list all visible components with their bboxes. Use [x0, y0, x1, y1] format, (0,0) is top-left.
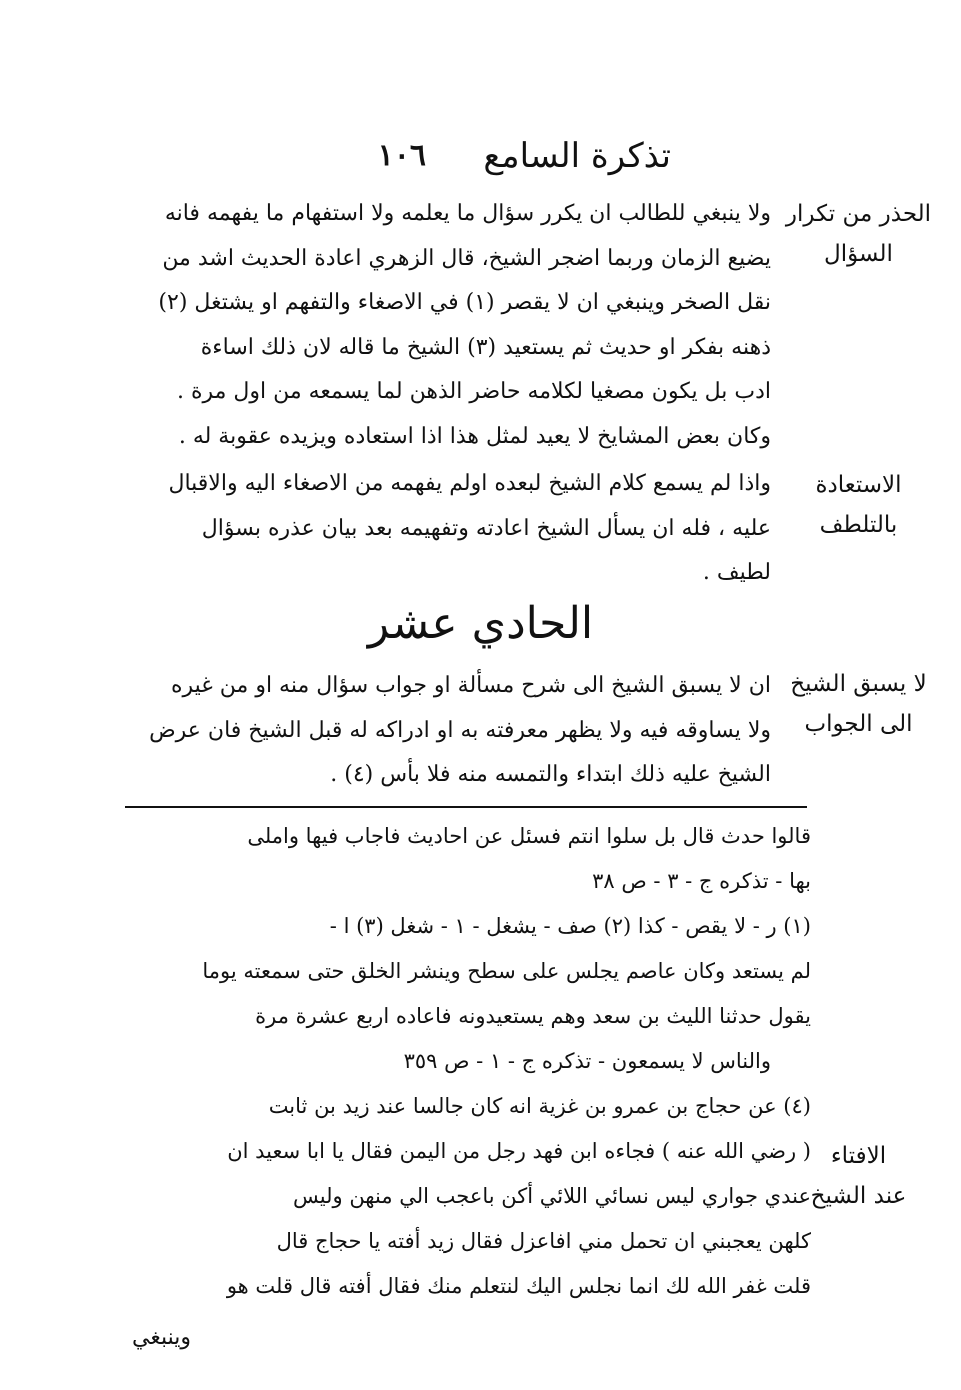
text-line: واذا لم يسمع كلام الشيخ لبعده اولم يفهمه من الاصغاء اليه والاقبال	[168, 471, 771, 496]
text-line: نقل الصخر وينبغي ان لا يقصر (١) في الاصغاء والتفهم او يشتغل (٢)	[158, 290, 771, 315]
footnote-line: (١) ر - لا يقص - كذا (٢) صف - يشغل - ١ - شغل (٣) ا -	[329, 914, 811, 938]
footnote-line: ( رضي الله عنه ) فجاءه ابن فهد رجل من اليمن فقال يا ابا سعيد ان	[227, 1139, 811, 1163]
footnote-line: كلهن يعجبني ان تحمل مني افاعزل فقال زيد أفته يا حجاج قال	[276, 1229, 811, 1253]
footnote-line: قلت غفر الله لك انما نجلس اليك لنتعلم منك فقال أفته قال قلت هو	[226, 1274, 811, 1298]
margin-note-line: الاستعادة	[815, 472, 902, 498]
running-title: تذكرة السامع	[483, 136, 671, 176]
text-line: وكان بعض المشايخ لا يعيد لمثل هذا اذا استعاده ويزيده عقوبة له .	[178, 423, 771, 449]
footnote-line: عندي جواري ليس نسائي اللائي أكن باعجب الي منهن وليس	[293, 1184, 811, 1208]
margin-note-no-preempt	[776, 664, 941, 744]
margin-note-line: السؤال	[824, 241, 893, 267]
margin-note-line: بالتلطف	[819, 512, 898, 538]
paragraph-repeat-request	[111, 462, 771, 596]
paragraph-no-preempt	[111, 664, 771, 798]
catchword: وينبغي	[132, 1325, 191, 1350]
footnotes	[121, 814, 811, 1309]
text-line: عليه ، فله ان يسأل الشيخ اعادته وتفهيمه بعد بيان عذره بسؤال	[201, 515, 771, 541]
footnote-separator	[125, 806, 807, 808]
text-line: ادب بل يكون مصغيا لكلامه حاضر الذهن لما يسمعه من اول مرة .	[176, 379, 771, 404]
text-line: ان لا يسبق الشيخ الى شرح مسألة او جواب سؤال منه او من غيره	[171, 673, 771, 698]
footnote-line: بها - تذكره ج - ٣ - ص ٣٨	[592, 869, 811, 893]
page-header	[0, 132, 961, 180]
section-heading: الحادي عشر	[367, 598, 594, 649]
margin-note-line: الافتاء	[830, 1143, 887, 1169]
text-line: يضيع الزمان وربما اضجر الشيخ، قال الزهري اعادة الحديث اشد من	[162, 245, 771, 271]
margin-note-line: الى الجواب	[804, 711, 913, 737]
text-line: ولا يساوقه فيه ولا يظهر معرفته به او ادراكه له قبل الشيخ فان عرض	[149, 717, 771, 743]
footnote-line: (٤) عن حجاج بن عمرو بن غزية انه كان جالسا عند زيد بن ثابت	[268, 1094, 811, 1118]
footnote-line: والناس لا يسمعون - تذكره ج - ١ - ص ٣٥٩	[403, 1049, 771, 1073]
text-line: لطيف .	[702, 560, 771, 585]
margin-note-line: لا يسبق الشيخ	[790, 671, 927, 697]
text-line: الشيخ عليه ذلك ابتداء والتمسه منه فلا بأس (٤) .	[330, 762, 771, 787]
margin-note-line: الحذر من تكرار	[785, 201, 932, 227]
text-line: ذهنه بفكر او حديث ثم يستعيد (٣) الشيخ ما قاله لان ذلك اساءة	[200, 334, 771, 360]
paragraph-repetition	[111, 192, 771, 459]
text-line: ولا ينبغي للطالب ان يكرر سؤال ما يعلمه ولا استفهام ما يفهمه فانه	[164, 201, 771, 226]
margin-note-line: عند الشيخ	[810, 1183, 907, 1209]
margin-note-repeat-request	[776, 465, 941, 545]
footnote-line: يقول حدثنا الليث بن سعد وهم يستعيدونه فاعاده اربع عشرة مرة	[255, 1004, 811, 1028]
margin-note-repetition	[776, 194, 941, 274]
page-number: ١٠٦	[377, 138, 426, 173]
footnote-line: لم يستعد وكان عاصم يجلس على سطح وينشر الخلق حتى سمعته يوما	[202, 959, 811, 983]
footnote-line: قالوا حدث قال بل سلوا انتم فسئل عن احاديث فاجاب فيها واملى	[247, 824, 811, 848]
